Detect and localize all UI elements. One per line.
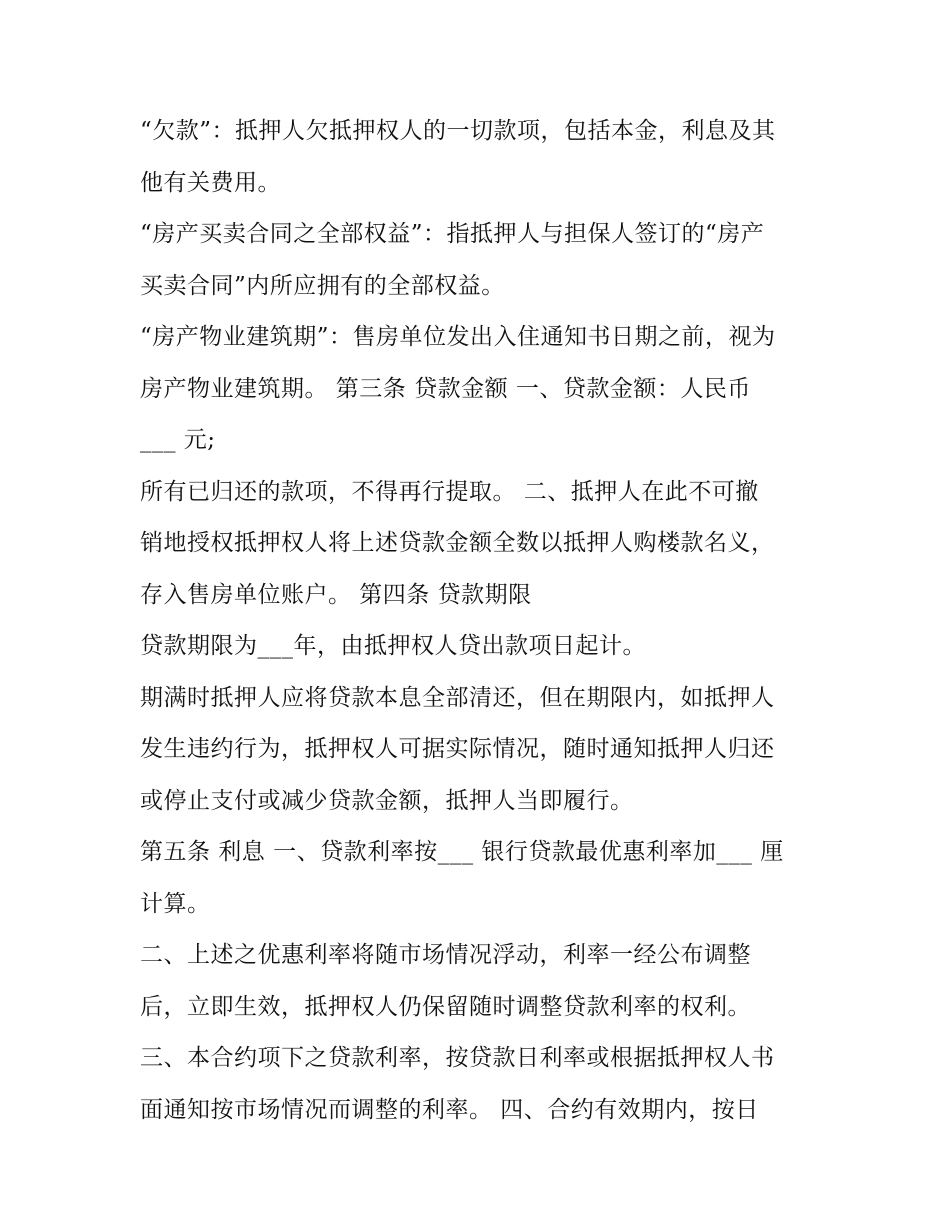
- text-line-3: “房产买卖合同之全部权益”：指抵押人与担保人签订的“房产: [140, 221, 765, 247]
- text-line-10: 存入售房单位账户。 第四条 贷款期限: [140, 581, 532, 608]
- text-line-17: 二、上述之优惠利率将随市场情况浮动，利率一经公布调整: [140, 942, 751, 968]
- text-line-18: 后，立即生效，抵押权人仍保留随时调整贷款利率的权利。: [140, 993, 751, 1020]
- text-line-12: 期满时抵押人应将贷款本息全部清还，但在期限内，如抵押人: [140, 684, 775, 711]
- text-line-14: 或停止支付或减少贷款金额，抵押人当即履行。: [140, 787, 634, 814]
- text-line-6: 房产物业建筑期。 第三条 贷款金额 一、贷款金额：人民币: [140, 375, 751, 402]
- text-line-7: ___ 元;: [140, 427, 216, 453]
- text-line-13: 发生违约行为，抵押权人可据实际情况，随时通知抵押人归还: [140, 736, 775, 762]
- text-line-11: 贷款期限为___年，由抵押权人贷出款项日起计。: [140, 633, 646, 659]
- text-line-19: 三、本合约项下之贷款利率，按贷款日利率或根据抵押权人书: [140, 1045, 775, 1071]
- text-line-16: 计算。: [140, 890, 211, 917]
- text-line-5: “房产物业建筑期”：售房单位发出入住通知书日期之前，视为: [140, 324, 776, 350]
- text-line-1: “欠款”：抵押人欠抵押权人的一切款项，包括本金，利息及其: [140, 118, 776, 144]
- text-line-4: 买卖合同”内所应拥有的全部权益。: [140, 272, 505, 299]
- text-line-9: 销地授权抵押权人将上述贷款金额全数以抵押人购楼款名义，: [140, 530, 775, 556]
- text-line-15: 第五条 利息 一、贷款利率按___ 银行贷款最优惠利率加___ 厘: [140, 839, 784, 865]
- contract-text: [140, 106, 820, 1136]
- text-line-20: 面通知按市场情况而调整的利率。 四、合约有效期内，按日: [140, 1096, 759, 1123]
- text-line-8: 所有已归还的款项，不得再行提取。 二、抵押人在此不可撤: [140, 478, 759, 505]
- text-line-2: 他有关费用。: [140, 169, 281, 196]
